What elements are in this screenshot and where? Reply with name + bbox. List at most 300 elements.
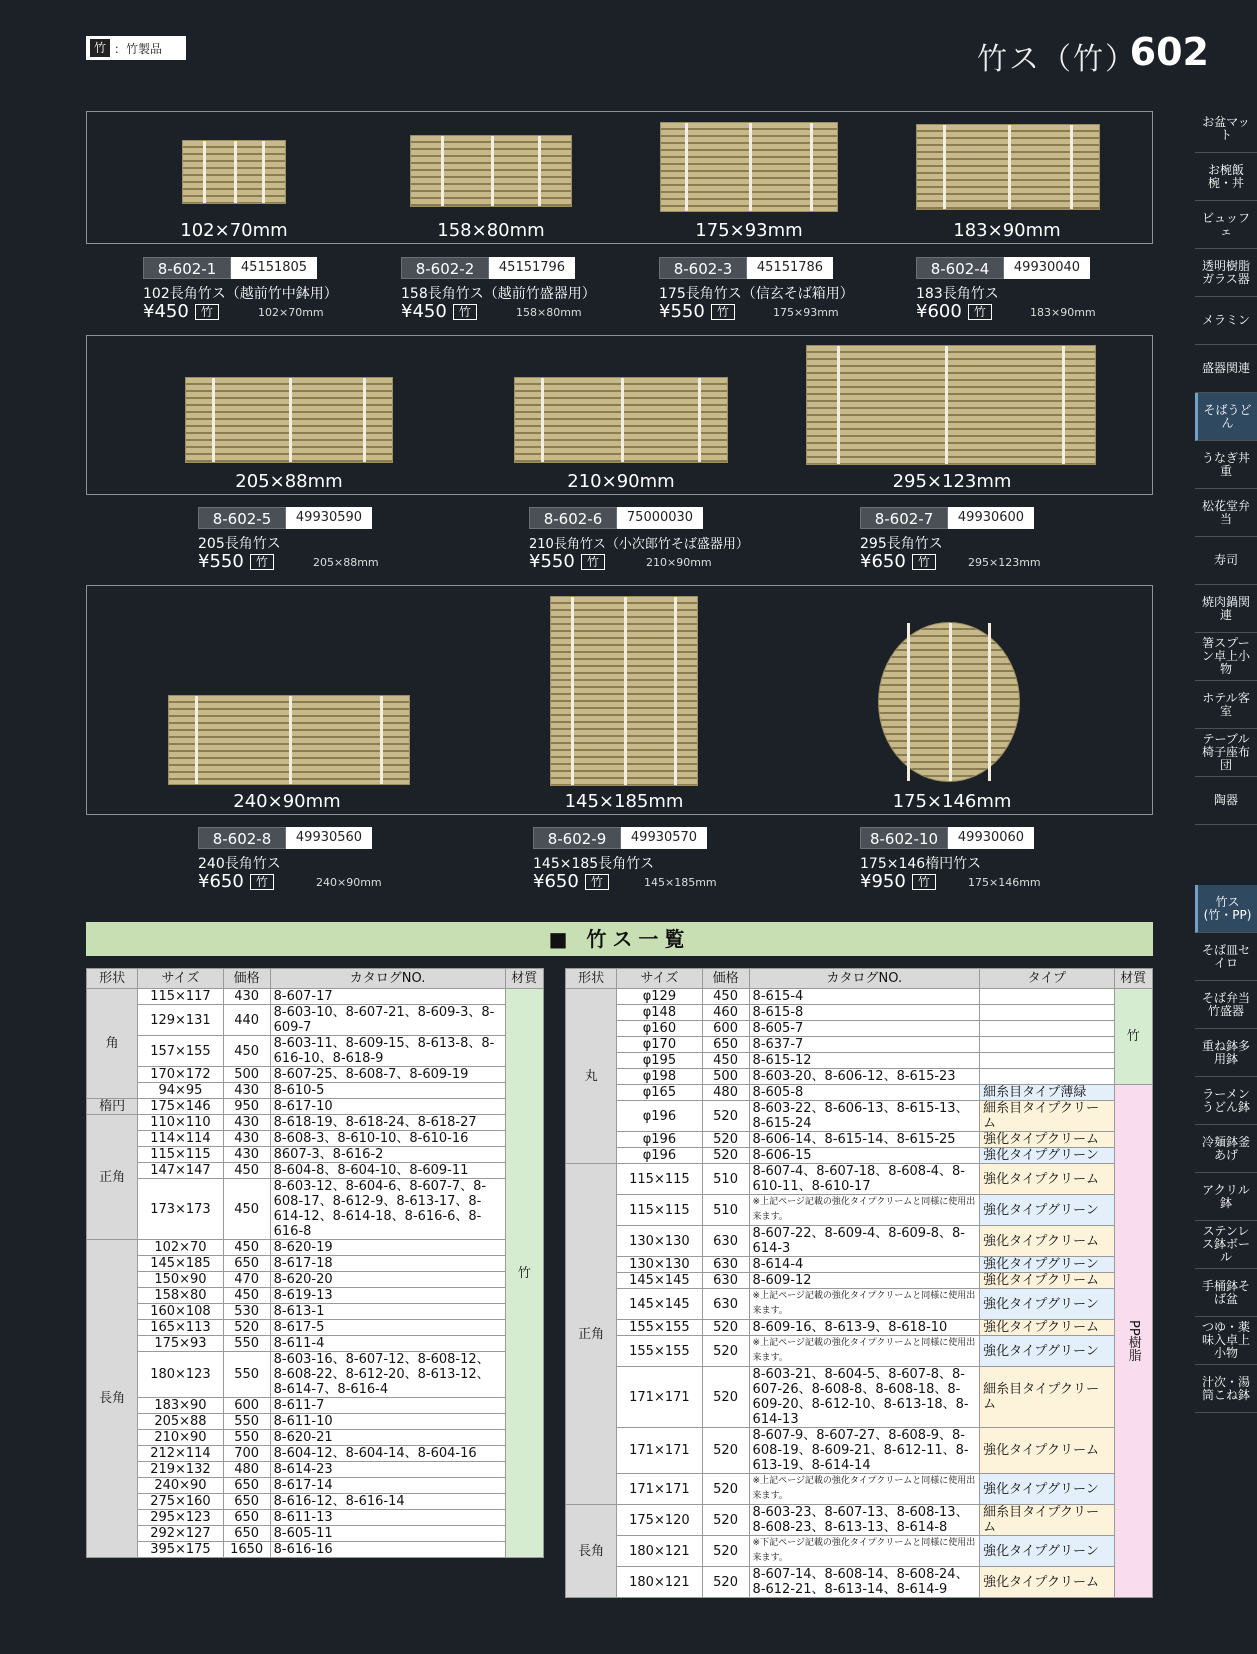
product-price-6: [529, 551, 605, 572]
material-mark: 竹: [585, 874, 609, 890]
catalog-cell: 8-614-23: [270, 1462, 505, 1478]
price-cell: 530: [223, 1304, 270, 1320]
sidebar-item[interactable]: テーブル椅子座布団: [1195, 729, 1257, 777]
price-cell: 650: [223, 1478, 270, 1494]
product-code-1: [143, 257, 317, 279]
size-cell: 114×114: [138, 1131, 223, 1147]
product-price-7: [860, 551, 936, 572]
product-code-8: [198, 827, 372, 849]
product-name-3: 175長角竹ス（信玄そば箱用）: [659, 286, 854, 302]
product-image-9: [550, 596, 698, 786]
shape-cell: 長角: [87, 1240, 138, 1558]
price-cell: 450: [223, 1036, 270, 1067]
product-image-6: [514, 377, 728, 463]
size-cell: 295×123: [138, 1510, 223, 1526]
size-cell: 170×172: [138, 1067, 223, 1083]
jan-code: 45151796: [489, 257, 575, 279]
catalog-cell: ※上記ページ記載の強化タイプクリームと同様に使用出来ます。: [749, 1289, 980, 1320]
catalog-cell: 8-607-4、8-607-18、8-608-4、8-610-11、8-610-17: [749, 1164, 980, 1195]
column-header: 価格: [223, 969, 270, 989]
price-cell: 520: [702, 1505, 749, 1536]
catalog-cell: 8-620-19: [270, 1240, 505, 1256]
price-cell: 550: [223, 1336, 270, 1352]
price-cell: 520: [702, 1101, 749, 1132]
catalog-cell: 8-603-23、8-607-13、8-608-13、8-608-23、8-613-13、8-614-8: [749, 1505, 980, 1536]
catalog-number: 8-602-2: [401, 257, 489, 279]
product-code-5: [198, 507, 372, 529]
column-header: 形状: [87, 969, 138, 989]
catalog-cell: 8-606-14、8-615-14、8-615-25: [749, 1132, 980, 1148]
catalog-number: 8-602-4: [916, 257, 1004, 279]
price-cell: 450: [223, 1288, 270, 1304]
size-cell: φ195: [617, 1053, 702, 1069]
product-size-7: 295×123mm: [968, 556, 1041, 569]
catalog-cell: ※下記ページ記載の強化タイプクリームと同様に使用出来ます。: [749, 1536, 980, 1567]
table-row: [566, 1320, 1153, 1336]
sidebar-item[interactable]: 手桶鉢そば盆: [1195, 1269, 1257, 1317]
price-cell: 520: [223, 1320, 270, 1336]
sidebar-item[interactable]: 焼肉鍋関連: [1195, 585, 1257, 633]
size-cell: 165×113: [138, 1320, 223, 1336]
product-name-6: 210長角竹ス（小次郎竹そば盛器用）: [529, 537, 749, 552]
price-cell: 450: [223, 1163, 270, 1179]
product-dim-10: 175×146mm: [892, 791, 1012, 812]
table-row: [566, 1257, 1153, 1273]
table-row: [87, 1036, 544, 1067]
product-size-9: 145×185mm: [644, 876, 717, 889]
column-header: カタログNO.: [270, 969, 505, 989]
jan-code: 75000030: [617, 507, 703, 529]
legend-mark: 竹: [90, 39, 110, 57]
size-cell: 115×117: [138, 989, 223, 1005]
sidebar-item[interactable]: 箸スプーン卓上小物: [1195, 633, 1257, 681]
sidebar-item[interactable]: ホテル客室: [1195, 681, 1257, 729]
sidebar-item[interactable]: うなぎ丼重: [1195, 441, 1257, 489]
price-value: ¥550: [198, 551, 244, 572]
price-cell: 520: [702, 1567, 749, 1598]
product-dim-2: 158×80mm: [437, 220, 545, 241]
table-row: [87, 1256, 544, 1272]
catalog-cell: 8-617-5: [270, 1320, 505, 1336]
size-cell: 183×90: [138, 1398, 223, 1414]
size-cell: 145×185: [138, 1256, 223, 1272]
price-cell: 450: [223, 1179, 270, 1240]
size-cell: φ196: [617, 1132, 702, 1148]
price-cell: 450: [702, 989, 749, 1005]
table-row: [566, 1132, 1153, 1148]
price-cell: 430: [223, 989, 270, 1005]
table-row: [87, 1304, 544, 1320]
table-row: [566, 1367, 1153, 1428]
type-cell: 強化タイプグリーン: [980, 1257, 1114, 1273]
table-row: [87, 1240, 544, 1256]
sidebar-item[interactable]: 透明樹脂ガラス器: [1195, 249, 1257, 297]
sidebar-item[interactable]: そば弁当竹盛器: [1195, 981, 1257, 1029]
product-dim-8: 240×90mm: [233, 791, 341, 812]
catalog-cell: ※上記ページ記載の強化タイプクリームと同様に使用出来ます。: [749, 1336, 980, 1367]
price-cell: 440: [223, 1005, 270, 1036]
sidebar-item[interactable]: お椀飯椀・丼: [1195, 153, 1257, 201]
catalog-cell: 8-617-14: [270, 1478, 505, 1494]
table-row: [566, 1226, 1153, 1257]
table-row: [87, 1163, 544, 1179]
product-price-2: [401, 301, 477, 322]
catalog-number: 8-602-10: [860, 827, 948, 849]
size-cell: 130×130: [617, 1226, 702, 1257]
table-row: [566, 1148, 1153, 1164]
catalog-cell: 8-616-16: [270, 1542, 505, 1558]
size-cell: 115×115: [617, 1164, 702, 1195]
shape-cell: 正角: [566, 1164, 617, 1505]
size-cell: 180×123: [138, 1352, 223, 1398]
price-cell: 500: [223, 1067, 270, 1083]
price-cell: 630: [702, 1273, 749, 1289]
product-dim-9: 145×185mm: [564, 791, 684, 812]
table-row: [87, 1179, 544, 1240]
catalog-cell: 8-607-17: [270, 989, 505, 1005]
sidebar-item[interactable]: 盛器関連: [1195, 345, 1257, 393]
table-row: [87, 1336, 544, 1352]
product-image-10: [878, 622, 1020, 782]
type-cell: 強化タイプグリーン: [980, 1336, 1114, 1367]
catalog-cell: 8-609-16、8-613-9、8-618-10: [749, 1320, 980, 1336]
catalog-cell: 8-605-8: [749, 1085, 980, 1101]
price-cell: 510: [702, 1164, 749, 1195]
type-cell: 細糸目タイプクリーム: [980, 1101, 1114, 1132]
product-code-4: [916, 257, 1090, 279]
size-cell: φ196: [617, 1148, 702, 1164]
size-cell: 130×130: [617, 1257, 702, 1273]
type-cell: 強化タイプクリーム: [980, 1320, 1114, 1336]
material-cell: PP樹脂: [1114, 1085, 1152, 1598]
product-dim-3: 175×93mm: [695, 220, 803, 241]
catalog-cell: 8-613-1: [270, 1304, 505, 1320]
jan-code: 49930600: [948, 507, 1034, 529]
sidebar-item-active[interactable]: 竹ス(竹・PP): [1195, 885, 1257, 933]
size-cell: 171×171: [617, 1474, 702, 1505]
catalog-cell: 8-619-13: [270, 1288, 505, 1304]
price-value: ¥550: [659, 301, 705, 322]
table-row: [87, 1147, 544, 1163]
table-row: [566, 1005, 1153, 1021]
product-name-5: 205長角竹ス: [198, 536, 281, 552]
product-size-4: 183×90mm: [1030, 306, 1096, 319]
price-cell: 550: [223, 1430, 270, 1446]
product-code-2: [401, 257, 575, 279]
size-cell: φ165: [617, 1085, 702, 1101]
catalog-cell: 8-603-11、8-609-15、8-613-8、8-616-10、8-618-9: [270, 1036, 505, 1067]
price-cell: 500: [702, 1069, 749, 1085]
page-number: 602: [1129, 30, 1209, 74]
catalog-cell: 8-618-19、8-618-24、8-618-27: [270, 1115, 505, 1131]
price-cell: 550: [223, 1352, 270, 1398]
size-cell: 155×155: [617, 1336, 702, 1367]
shape-cell: 丸: [566, 989, 617, 1164]
catalog-cell: 8-615-12: [749, 1053, 980, 1069]
table-row: [87, 1510, 544, 1526]
price-cell: 600: [223, 1398, 270, 1414]
price-cell: 630: [702, 1257, 749, 1273]
product-size-5: 205×88mm: [313, 556, 379, 569]
size-cell: 175×93: [138, 1336, 223, 1352]
catalog-number: 8-602-3: [659, 257, 747, 279]
product-image-8: [168, 695, 410, 785]
catalog-cell: 8-611-7: [270, 1398, 505, 1414]
product-price-4: [916, 301, 992, 322]
price-value: ¥600: [916, 301, 962, 322]
price-cell: 520: [702, 1428, 749, 1474]
size-cell: φ129: [617, 989, 702, 1005]
table-row: [87, 1462, 544, 1478]
product-dim-7: 295×123mm: [892, 471, 1012, 492]
product-image-7: [806, 345, 1096, 465]
table-row: [87, 1005, 544, 1036]
size-cell: 395×175: [138, 1542, 223, 1558]
size-cell: 150×90: [138, 1272, 223, 1288]
sidebar-item[interactable]: 寿司: [1195, 537, 1257, 585]
product-size-2: 158×80mm: [516, 306, 582, 319]
product-dim-1: 102×70mm: [180, 220, 288, 241]
catalog-cell: 8-607-22、8-609-4、8-609-8、8-614-3: [749, 1226, 980, 1257]
price-value: ¥450: [143, 301, 189, 322]
size-cell: 212×114: [138, 1446, 223, 1462]
catalog-number: 8-602-9: [533, 827, 621, 849]
shape-cell: 正角: [87, 1115, 138, 1240]
sidebar-item[interactable]: 重ね鉢多用鉢: [1195, 1029, 1257, 1077]
product-dim-6: 210×90mm: [567, 471, 675, 492]
type-cell: 強化タイプクリーム: [980, 1132, 1114, 1148]
price-cell: 1650: [223, 1542, 270, 1558]
size-cell: 160×108: [138, 1304, 223, 1320]
jan-code: 45151786: [747, 257, 833, 279]
table-row: [566, 1428, 1153, 1474]
sidebar-item[interactable]: ビュッフェ: [1195, 201, 1257, 249]
product-image-2: [410, 135, 572, 207]
size-cell: 275×160: [138, 1494, 223, 1510]
product-name-2: 158長角竹ス（越前竹盛器用）: [401, 286, 596, 302]
sidebar-item[interactable]: アクリル鉢: [1195, 1173, 1257, 1221]
catalog-number: 8-602-8: [198, 827, 286, 849]
price-cell: 480: [702, 1085, 749, 1101]
column-header: サイズ: [617, 969, 702, 989]
product-price-9: [533, 871, 609, 892]
table-row: [87, 1352, 544, 1398]
catalog-cell: 8-615-8: [749, 1005, 980, 1021]
catalog-cell: 8-604-12、8-604-14、8-604-16: [270, 1446, 505, 1462]
price-cell: 700: [223, 1446, 270, 1462]
price-cell: 460: [702, 1005, 749, 1021]
price-cell: 450: [223, 1240, 270, 1256]
table-row: [87, 1099, 544, 1115]
size-cell: 205×88: [138, 1414, 223, 1430]
price-cell: 650: [702, 1037, 749, 1053]
catalog-cell: 8-603-10、8-607-21、8-609-3、8-609-7: [270, 1005, 505, 1036]
catalog-cell: 8-603-16、8-607-12、8-608-12、8-608-22、8-612-20、8-613-12、8-614-7、8-616-4: [270, 1352, 505, 1398]
shape-cell: 角: [87, 989, 138, 1099]
table-row: [566, 1037, 1153, 1053]
price-cell: 650: [223, 1526, 270, 1542]
size-cell: 175×120: [617, 1505, 702, 1536]
table-row: [87, 1320, 544, 1336]
material-mark: 竹: [581, 554, 605, 570]
catalog-cell: 8-604-8、8-604-10、8-609-11: [270, 1163, 505, 1179]
product-code-10: [860, 827, 1034, 849]
table-header-row: [87, 969, 544, 989]
jan-code: 49930040: [1004, 257, 1090, 279]
type-cell: [980, 989, 1114, 1005]
catalog-cell: 8-610-5: [270, 1083, 505, 1099]
product-code-9: [533, 827, 707, 849]
size-cell: 145×145: [617, 1273, 702, 1289]
size-cell: 115×115: [617, 1195, 702, 1226]
product-code-7: [860, 507, 1034, 529]
price-value: ¥550: [529, 551, 575, 572]
size-cell: 94×95: [138, 1083, 223, 1099]
material-mark: 竹: [711, 304, 735, 320]
catalog-cell: 8-605-11: [270, 1526, 505, 1542]
table-row: [87, 1430, 544, 1446]
sidebar-item[interactable]: つゆ・薬味入卓上小物: [1195, 1317, 1257, 1365]
type-cell: 強化タイプグリーン: [980, 1148, 1114, 1164]
catalog-cell: 8-617-18: [270, 1256, 505, 1272]
product-image-3: [660, 122, 838, 212]
table-row: [87, 1131, 544, 1147]
size-cell: 145×145: [617, 1289, 702, 1320]
jan-code: 49930560: [286, 827, 372, 849]
price-cell: 520: [702, 1148, 749, 1164]
type-cell: 強化タイプクリーム: [980, 1164, 1114, 1195]
type-cell: 強化タイプクリーム: [980, 1567, 1114, 1598]
product-name-8: 240長角竹ス: [198, 856, 281, 872]
sidebar-item[interactable]: そば皿セイロ: [1195, 933, 1257, 981]
product-code-3: [659, 257, 833, 279]
column-header: 材質: [1114, 969, 1152, 989]
legend-text: ：竹製品: [114, 41, 163, 56]
table-row: [566, 1505, 1153, 1536]
catalog-cell: ※上記ページ記載の強化タイプクリームと同様に使用出来ます。: [749, 1474, 980, 1505]
type-cell: 強化タイプクリーム: [980, 1273, 1114, 1289]
size-cell: 147×147: [138, 1163, 223, 1179]
table-row: [566, 1289, 1153, 1320]
material-mark: 竹: [912, 554, 936, 570]
product-size-1: 102×70mm: [258, 306, 324, 319]
column-header: サイズ: [138, 969, 223, 989]
sidebar-item[interactable]: 汁次・湯筒こね鉢: [1195, 1365, 1257, 1413]
shape-cell: 楕円: [87, 1099, 138, 1115]
price-cell: 520: [702, 1132, 749, 1148]
price-value: ¥450: [401, 301, 447, 322]
size-cell: φ148: [617, 1005, 702, 1021]
material-legend: [86, 36, 186, 60]
price-value: ¥650: [533, 871, 579, 892]
product-dim-5: 205×88mm: [235, 471, 343, 492]
price-cell: 430: [223, 1115, 270, 1131]
product-image-1: [182, 140, 286, 204]
sidebar-item-active[interactable]: そばうどん: [1195, 393, 1257, 441]
product-price-5: [198, 551, 274, 572]
table-row: [87, 1414, 544, 1430]
jan-code: 49930590: [286, 507, 372, 529]
size-cell: 115×115: [138, 1147, 223, 1163]
type-cell: [980, 1005, 1114, 1021]
product-size-3: 175×93mm: [773, 306, 839, 319]
sidebar-item[interactable]: お盆マット: [1195, 105, 1257, 153]
material-cell: 竹: [1114, 989, 1152, 1085]
price-cell: 600: [702, 1021, 749, 1037]
type-cell: [980, 1069, 1114, 1085]
table-row: [566, 1069, 1153, 1085]
price-cell: 630: [702, 1226, 749, 1257]
bamboo-list-table: [86, 968, 544, 1558]
jan-code: 49930060: [948, 827, 1034, 849]
product-price-8: [198, 871, 274, 892]
size-cell: 157×155: [138, 1036, 223, 1067]
price-cell: 520: [702, 1320, 749, 1336]
shape-cell: 長角: [566, 1505, 617, 1598]
catalog-number: 8-602-1: [143, 257, 231, 279]
catalog-number: 8-602-7: [860, 507, 948, 529]
table-row: [566, 1021, 1153, 1037]
column-header: タイプ: [980, 969, 1114, 989]
size-cell: 180×121: [617, 1536, 702, 1567]
sidebar-item[interactable]: メラミン: [1195, 297, 1257, 345]
product-price-3: [659, 301, 735, 322]
material-mark: 竹: [195, 304, 219, 320]
price-cell: 480: [223, 1462, 270, 1478]
catalog-cell: 8-614-4: [749, 1257, 980, 1273]
size-cell: 171×171: [617, 1428, 702, 1474]
type-cell: [980, 1021, 1114, 1037]
pp-list-table: [565, 968, 1153, 1598]
size-cell: 292×127: [138, 1526, 223, 1542]
table-row: [566, 1053, 1153, 1069]
type-cell: 強化タイプグリーン: [980, 1195, 1114, 1226]
catalog-cell: 8-611-13: [270, 1510, 505, 1526]
catalog-number: 8-602-5: [198, 507, 286, 529]
price-value: ¥650: [860, 551, 906, 572]
sidebar-item[interactable]: 陶器: [1195, 777, 1257, 825]
sidebar-item[interactable]: 松花堂弁当: [1195, 489, 1257, 537]
size-cell: φ196: [617, 1101, 702, 1132]
size-cell: 180×121: [617, 1567, 702, 1598]
product-price-1: [143, 301, 219, 322]
column-header: 材質: [505, 969, 543, 989]
catalog-cell: 8-603-20、8-606-12、8-615-23: [749, 1069, 980, 1085]
size-cell: φ198: [617, 1069, 702, 1085]
price-cell: 450: [702, 1053, 749, 1069]
material-mark: 竹: [453, 304, 477, 320]
sidebar-item[interactable]: ステンレス鉢ボール: [1195, 1221, 1257, 1269]
catalog-cell: 8-609-12: [749, 1273, 980, 1289]
product-name-1: 102長角竹ス（越前竹中鉢用）: [143, 286, 338, 302]
product-image-5: [185, 377, 393, 463]
sidebar-item[interactable]: 冷麺鉢釜あげ: [1195, 1125, 1257, 1173]
price-cell: 430: [223, 1083, 270, 1099]
table-row: [87, 1083, 544, 1099]
price-cell: 520: [702, 1474, 749, 1505]
table-row: [87, 1542, 544, 1558]
price-cell: 510: [702, 1195, 749, 1226]
price-cell: 550: [223, 1414, 270, 1430]
type-cell: 細糸目タイプ薄緑: [980, 1085, 1114, 1101]
list-title: ■ 竹ス一覧: [86, 922, 1153, 956]
size-cell: 219×132: [138, 1462, 223, 1478]
table-row: [566, 1273, 1153, 1289]
sidebar-item[interactable]: ラーメンうどん鉢: [1195, 1077, 1257, 1125]
price-cell: 520: [702, 1336, 749, 1367]
material-mark: 竹: [250, 874, 274, 890]
catalog-cell: 8-605-7: [749, 1021, 980, 1037]
